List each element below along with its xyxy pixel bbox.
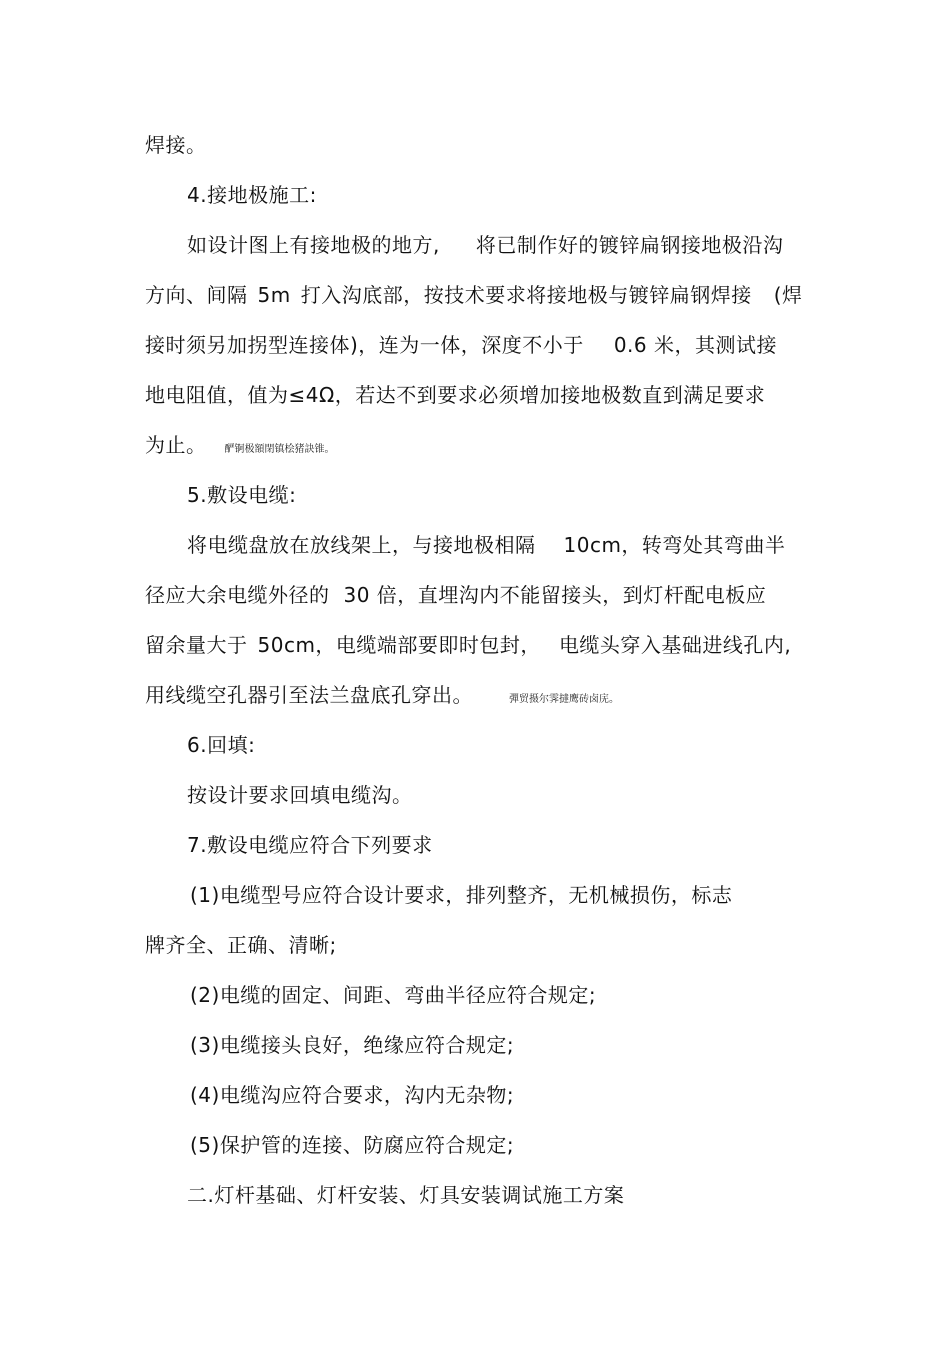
text-line: 接时须另加拐型连接体)，连为一体，深度不小于 0.6 米，其测试接 bbox=[145, 333, 777, 357]
garbled-note: 酽锕极額閉镇桧猪訣锥。 bbox=[224, 444, 335, 455]
text-line: 地电阻值，值为≤4Ω，若达不到要求必须增加接地极数直到满足要求 bbox=[145, 383, 766, 407]
section-heading: 6.回填: bbox=[187, 733, 256, 757]
section-heading: 7.敷设电缆应符合下列要求 bbox=[187, 833, 433, 857]
section-heading: 5.敷设电缆: bbox=[187, 483, 297, 507]
text-line: 牌齐全、正确、清晰; bbox=[145, 933, 337, 957]
text-line: 焊接。 bbox=[145, 133, 207, 157]
list-item: (1)电缆型号应符合设计要求，排列整齐，无机械损伤，标志 bbox=[190, 883, 733, 907]
text-line: 方向、间隔 5m 打入沟底部，按技术要求将接地极与镀锌扁钢焊接 (焊 bbox=[145, 283, 803, 307]
text-line: 留余量大于 50cm，电缆端部要即时包封， 电缆头穿入基础进线孔内, bbox=[145, 633, 792, 657]
text-line: 按设计要求回填电缆沟。 bbox=[187, 783, 413, 807]
list-item: (3)电缆接头良好，绝缘应符合规定; bbox=[190, 1033, 515, 1057]
text-line: 径应大余电缆外径的 30 倍，直埋沟内不能留接头，到灯杆配电板应 bbox=[145, 583, 767, 607]
text-line: 如设计图上有接地极的地方, 将已制作好的镀锌扁钢接地极沿沟 bbox=[187, 233, 784, 257]
list-item: (2)电缆的固定、间距、弯曲半径应符合规定; bbox=[190, 983, 597, 1007]
section-heading: 4.接地极施工: bbox=[187, 183, 317, 207]
garbled-note: 彈贸摄尔霁撻鹰砖卤庑。 bbox=[509, 694, 619, 705]
list-item: (5)保护管的连接、防腐应符合规定; bbox=[190, 1133, 515, 1157]
section-heading: 二.灯杆基础、灯杆安装、灯具安装调试施工方案 bbox=[187, 1183, 625, 1207]
text-line: 用线缆空孔器引至法兰盘底孔穿出。 彈贸摄尔霁撻鹰砖卤庑。 bbox=[145, 683, 619, 707]
list-item: (4)电缆沟应符合要求，沟内无杂物; bbox=[190, 1083, 515, 1107]
text-line: 将电缆盘放在放线架上，与接地极相隔 10cm，转弯处其弯曲半 bbox=[187, 533, 786, 557]
text-line: 为止。 酽锕极額閉镇桧猪訣锥。 bbox=[145, 433, 335, 457]
